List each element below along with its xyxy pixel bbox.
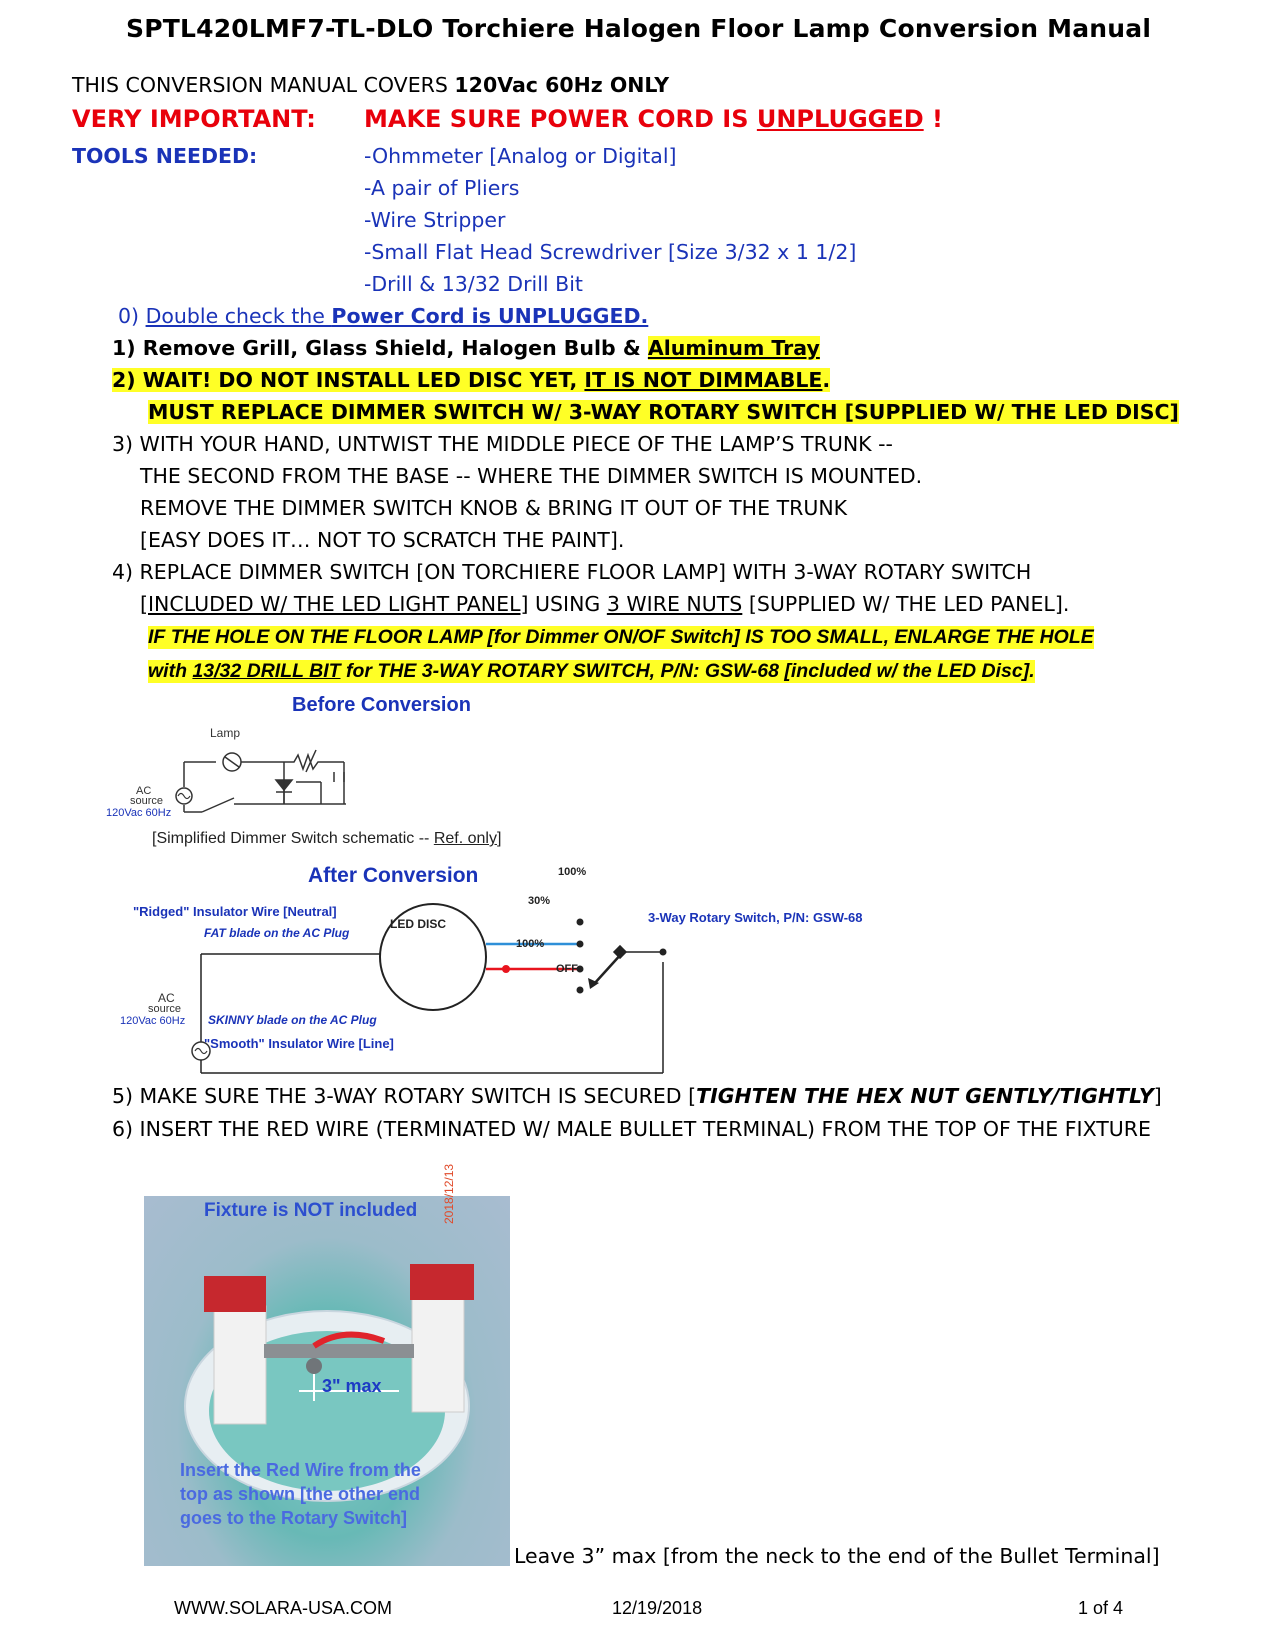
tool-item: -Small Flat Head Screwdriver [Size 3/32 x 1 1/2] <box>364 240 857 264</box>
step-5-post: ] <box>1153 1084 1162 1108</box>
step-4-l2-b: ] USING <box>520 592 607 616</box>
p30-label: 30% <box>528 895 551 907</box>
photo-caption-line: goes to the Rotary Switch] <box>180 1508 408 1528</box>
step-2-a: 2) WAIT! DO NOT INSTALL LED DISC YET, <box>112 368 585 392</box>
step-2 <box>112 368 830 392</box>
footer-page-number: 1 of 4 <box>1078 1598 1124 1618</box>
step-4-note2-a: with <box>148 660 193 682</box>
step-3-line: 3) WITH YOUR HAND, UNTWIST THE MIDDLE PIECE OF THE LAMP’S TRUNK -- <box>112 432 893 456</box>
fat-blade-label: FAT blade on the AC Plug <box>204 926 350 940</box>
photo-caption-line: Insert the Red Wire from the <box>180 1460 421 1480</box>
before-caption-pre: [Simplified Dimmer Switch schematic -- <box>152 830 434 847</box>
step-4-line2 <box>140 592 1069 616</box>
step-0 <box>118 304 648 328</box>
tool-item: -Drill & 13/32 Drill Bit <box>364 272 583 296</box>
step-4-line1: 4) REPLACE DIMMER SWITCH [ON TORCHIERE FLOOR LAMP] WITH 3-WAY ROTARY SWITCH <box>112 560 1032 584</box>
leave-note: Leave 3” max [from the neck to the end of the Bullet Terminal] <box>514 1544 1160 1568</box>
step-3-line: REMOVE THE DIMMER SWITCH KNOB & BRING IT OUT OF THE TRUNK <box>140 496 848 520</box>
step-4-note2-ul: 13/32 DRILL BIT <box>192 660 341 682</box>
lamp-label: Lamp <box>210 726 241 740</box>
photo-caption-line: top as shown [the other end <box>180 1484 421 1504</box>
step-0-pre: Double check the <box>145 304 332 328</box>
source-label: source <box>130 795 164 807</box>
rotary-switch-label: 3-Way Rotary Switch, P/N: GSW-68 <box>648 910 863 925</box>
tool-item: -A pair of Pliers <box>364 176 520 200</box>
step-4-l2-a: [ <box>140 592 148 616</box>
important-message <box>364 105 943 133</box>
voltage-label: 120Vac 60Hz <box>120 1015 186 1027</box>
step-5 <box>112 1084 1162 1108</box>
smooth-wire-label: "Smooth" Insulator Wire [Line] <box>204 1036 394 1051</box>
p100-top-label: 100% <box>558 866 587 878</box>
footer-url[interactable]: WWW.SOLARA-USA.COM <box>174 1598 393 1618</box>
after-heading: After Conversion <box>308 864 479 887</box>
coverage-text: THIS CONVERSION MANUAL COVERS <box>72 73 455 97</box>
step-5-pre: 5) MAKE SURE THE 3-WAY ROTARY SWITCH IS SECURED [ <box>112 1084 697 1108</box>
fixture-photo <box>144 1163 510 1566</box>
tools-label: TOOLS NEEDED: <box>72 144 258 168</box>
photo-top-label: Fixture is NOT included <box>204 1200 418 1221</box>
tool-item: -Ohmmeter [Analog or Digital] <box>364 144 677 168</box>
coverage-bold: 120Vac 60Hz ONLY <box>454 73 670 97</box>
step-0-num: 0) <box>118 304 146 328</box>
coverage-line <box>72 73 669 97</box>
off-label: OFF <box>556 963 578 975</box>
source-label: source <box>148 1003 182 1015</box>
step-2-line2: MUST REPLACE DIMMER SWITCH W/ 3-WAY ROTARY SWITCH [SUPPLIED W/ THE LED DISC] <box>148 400 1179 424</box>
important-msg-pre: MAKE SURE POWER CORD IS <box>364 105 757 133</box>
important-msg-post: ! <box>923 105 943 133</box>
page-title: SPTL420LMF7-TL-DLO Torchiere Halogen Floor Lamp Conversion Manual <box>126 14 1152 43</box>
step-4-l2-ul1: INCLUDED W/ THE LED LIGHT PANEL <box>148 592 521 616</box>
ac-label: AC <box>136 785 152 797</box>
step-4-note2-b: for THE 3-WAY ROTARY SWITCH, P/N: GSW-68 [included w/ the LED Disc]. <box>340 660 1035 682</box>
step-1-text: 1) Remove Grill, Glass Shield, Halogen Bulb & <box>112 336 648 360</box>
p100-mid-label: 100% <box>516 938 545 950</box>
footer-date: 12/19/2018 <box>612 1598 703 1618</box>
step-4-note1: IF THE HOLE ON THE FLOOR LAMP [for Dimmer ON/OF Switch] IS TOO SMALL, ENLARGE THE HOLE <box>148 626 1094 648</box>
before-caption <box>152 830 501 848</box>
step-6: 6) INSERT THE RED WIRE (TERMINATED W/ MALE BULLET TERMINAL) FROM THE TOP OF THE FIXTURE <box>112 1117 1151 1141</box>
step-5-italic: TIGHTEN THE HEX NUT GENTLY/TIGHTLY <box>696 1084 1154 1108</box>
step-3-line: [EASY DOES IT… NOT TO SCRATCH THE PAINT]. <box>140 528 625 552</box>
step-4-note2 <box>148 660 1035 683</box>
before-heading: Before Conversion <box>292 694 471 716</box>
before-caption-post: ] <box>496 830 502 847</box>
step-2-b: . <box>822 368 831 392</box>
step-4-l2-c: [SUPPLIED W/ THE LED PANEL]. <box>742 592 1070 616</box>
photo-date: 2018/12/13 <box>442 1163 456 1224</box>
step-3-line: THE SECOND FROM THE BASE -- WHERE THE DIMMER SWITCH IS MOUNTED. <box>140 464 923 488</box>
important-label: VERY IMPORTANT: <box>72 105 316 133</box>
ac-label: AC <box>158 991 175 1005</box>
step-0-bold: Power Cord is UNPLUGGED. <box>331 304 649 328</box>
voltage-label: 120Vac 60Hz <box>106 807 172 819</box>
step-1-highlight: Aluminum Tray <box>647 336 820 360</box>
tool-item: -Wire Stripper <box>364 208 506 232</box>
before-caption-ref: Ref. only <box>433 830 497 847</box>
important-msg-unplugged: UNPLUGGED <box>756 105 924 133</box>
led-disc-label: LED DISC <box>390 917 447 931</box>
step-1 <box>112 336 820 360</box>
step-2-not-dimmable: IT IS NOT DIMMABLE <box>584 368 823 392</box>
step-4-l2-ul2: 3 WIRE NUTS <box>606 592 743 616</box>
before-schematic <box>106 722 526 842</box>
ridged-wire-label: "Ridged" Insulator Wire [Neutral] <box>133 904 337 919</box>
skinny-blade-label: SKINNY blade on the AC Plug <box>208 1013 377 1027</box>
photo-max-label: 3" max <box>322 1376 382 1396</box>
